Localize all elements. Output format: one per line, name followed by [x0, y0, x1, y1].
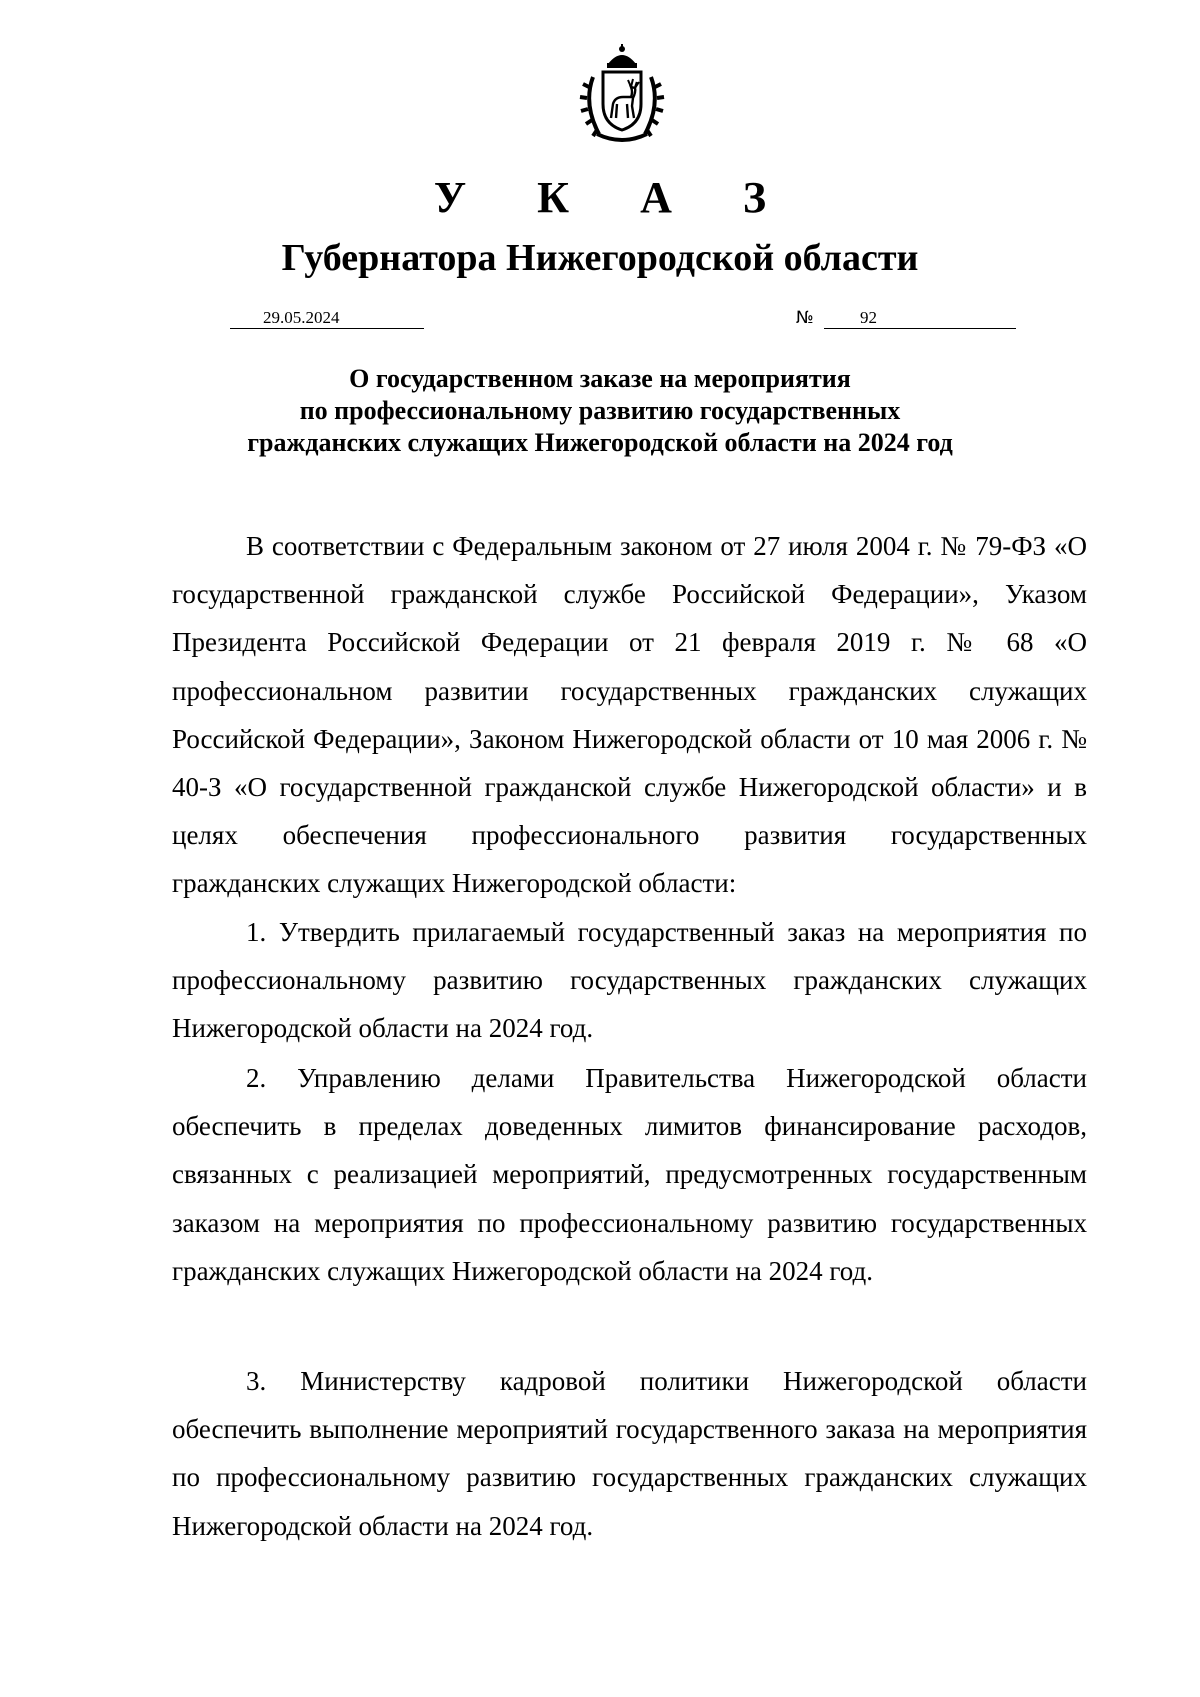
- body-paragraph-preamble: [172, 522, 1087, 908]
- paragraph-text: 1. Утвердить прилагаемый государственный заказ на мероприятия по профессиональному развитию государственных гражданских служащих Нижегородской области на 2024 год.: [172, 917, 1087, 1044]
- body-paragraph-3: [172, 1357, 1087, 1550]
- document-subject: [0, 363, 1200, 459]
- paragraph-text: 2. Управлению делами Правительства Нижегородской области обеспечить в пределах доведенных лимитов финансирование расходов, связанных с реализацией мероприятий, предусмотренных государственным заказом на мероприятия по профессиональному развитию государственных гражданских служащих Нижегородской области на 2024 год.: [172, 1063, 1087, 1286]
- subject-line: по профессиональному развитию государственных: [299, 396, 901, 425]
- number-field: [824, 306, 1016, 329]
- coat-of-arms-icon: [569, 42, 675, 148]
- paragraph-text: 3. Министерству кадровой политики Нижегородской области обеспечить выполнение мероприятий государственного заказа на мероприятия по профессиональному развитию государственных гражданских служащих Нижегородской области на 2024 год.: [172, 1366, 1087, 1541]
- body-paragraph-2: [172, 1054, 1087, 1295]
- subject-line: О государственном заказе на мероприятия: [349, 364, 851, 393]
- date-field: [230, 306, 424, 329]
- body-paragraph-1: [172, 908, 1087, 1053]
- document-number: 92: [860, 308, 877, 327]
- number-label: №: [796, 308, 814, 328]
- document-date: 29.05.2024: [263, 308, 340, 327]
- document-type-title: У К А З: [433, 173, 797, 222]
- subject-line: гражданских служащих Нижегородской области на 2024 год: [247, 428, 953, 457]
- paragraph-text: В соответствии с Федеральным законом от 27 июля 2004 г. № 79-ФЗ «О государственной гражданской службе Российской Федерации», Указом Президента Российской Федерации от 21 февраля 2019 г. № 68 «О профессиональном развитии государственных гражданских служащих Российской Федерации», Законом Нижегородской области от 10 мая 2006 г. № 40-З «О государственной гражданской службе Нижегородской области» и в целях обеспечения профессионального развития государственных гражданских служащих Нижегородской области:: [172, 531, 1087, 899]
- issuer-title: Губернатора Нижегородской области: [281, 237, 919, 279]
